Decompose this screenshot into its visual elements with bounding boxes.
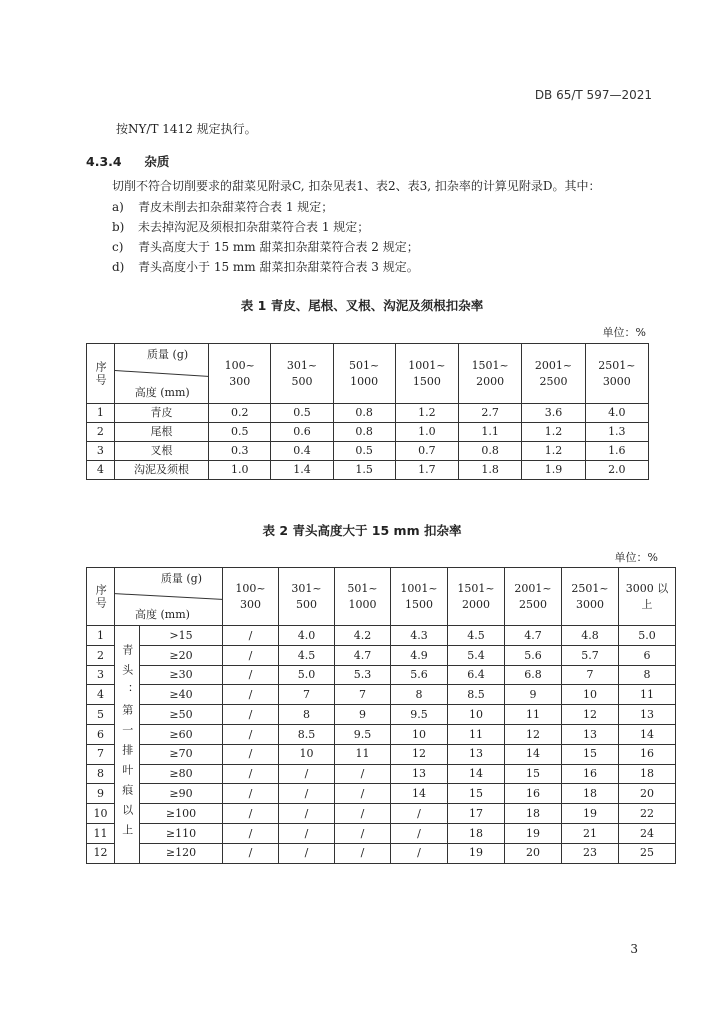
table-cell: 7 xyxy=(335,685,391,705)
mass-header: 质量 (g) xyxy=(147,348,189,361)
table-cell: 22 xyxy=(619,804,676,824)
table-cell: 18 xyxy=(448,823,505,843)
table-row xyxy=(87,784,676,804)
table2-col-header: 1001~ 1500 xyxy=(391,568,448,626)
table-cell: 15 xyxy=(505,764,562,784)
row-height: ≥80 xyxy=(140,764,223,784)
table-cell: 16 xyxy=(619,744,676,764)
table1-col-header: 501~ 1000 xyxy=(333,344,395,404)
table-cell: 10 xyxy=(448,705,505,725)
list-text: 青头高度小于 15 mm 甜菜扣杂甜菜符合表 3 规定。 xyxy=(138,260,419,274)
table-cell: / xyxy=(223,645,279,665)
table-cell: 18 xyxy=(562,784,619,804)
table-cell: 4.5 xyxy=(279,645,335,665)
table-cell: 0.5 xyxy=(209,423,271,442)
row-height: ≥40 xyxy=(140,685,223,705)
mass-header: 质量 (g) xyxy=(160,572,202,585)
table-cell: / xyxy=(223,804,279,824)
table-cell: 4.9 xyxy=(391,645,448,665)
table-cell: 1.5 xyxy=(333,461,395,480)
row-seq: 4 xyxy=(87,685,115,705)
row-label: 沟泥及须根 xyxy=(114,461,208,480)
section-title: 杂质 xyxy=(144,154,170,169)
table-cell: 8 xyxy=(619,665,676,685)
table-cell: 1.6 xyxy=(585,442,648,461)
table-cell: 5.6 xyxy=(505,645,562,665)
row-seq: 8 xyxy=(87,764,115,784)
table-cell: 13 xyxy=(619,705,676,725)
row-height: ≥60 xyxy=(140,724,223,744)
table-cell: 10 xyxy=(279,744,335,764)
table-cell: / xyxy=(223,724,279,744)
side-label: 青头：第一排叶痕以上 xyxy=(115,626,140,864)
table1-col-header: 301~ 500 xyxy=(271,344,333,404)
table-row xyxy=(87,744,676,764)
table-cell: 13 xyxy=(562,724,619,744)
row-seq: 3 xyxy=(87,442,115,461)
row-label: 叉根 xyxy=(114,442,208,461)
table-cell: / xyxy=(223,685,279,705)
table1-seq-header: 序号 xyxy=(87,344,115,404)
table-cell: 7 xyxy=(279,685,335,705)
table-cell: / xyxy=(279,784,335,804)
table-cell: / xyxy=(223,784,279,804)
table-cell: 0.8 xyxy=(459,442,522,461)
table-cell: / xyxy=(223,843,279,863)
table-cell: / xyxy=(335,764,391,784)
table2-col-header: 100~ 300 xyxy=(223,568,279,626)
table1 xyxy=(86,343,649,480)
table2-seq-header: 序号 xyxy=(87,568,115,626)
table-cell: 3.6 xyxy=(522,404,585,423)
table-cell: 7 xyxy=(562,665,619,685)
table1-unit: 单位：% xyxy=(602,326,646,339)
row-seq: 10 xyxy=(87,804,115,824)
table-row xyxy=(87,724,676,744)
table-cell: 0.6 xyxy=(271,423,333,442)
table-cell: 8 xyxy=(279,705,335,725)
table-cell: 19 xyxy=(448,843,505,863)
table-cell: / xyxy=(223,823,279,843)
row-seq: 12 xyxy=(87,843,115,863)
table-cell: 24 xyxy=(619,823,676,843)
table-cell: 0.4 xyxy=(271,442,333,461)
table-cell: / xyxy=(335,784,391,804)
table-cell: / xyxy=(223,764,279,784)
table2-caption: 表 2 青头高度大于 15 mm 扣杂率 xyxy=(262,523,462,538)
table-cell: 14 xyxy=(619,724,676,744)
table-cell: 20 xyxy=(505,843,562,863)
table-cell: / xyxy=(223,665,279,685)
intro-line: 按NY/T 1412 规定执行。 xyxy=(116,122,257,136)
row-seq: 1 xyxy=(87,404,115,423)
body-paragraph: 切削不符合切削要求的甜菜见附录C, 扣杂见表1、表2、表3, 扣杂率的计算见附录D。其中： xyxy=(112,179,601,193)
table1-col-header: 1001~ 1500 xyxy=(395,344,458,404)
table-cell: 0.8 xyxy=(333,404,395,423)
table-cell: / xyxy=(279,764,335,784)
row-seq: 2 xyxy=(87,423,115,442)
table-cell: 6 xyxy=(619,645,676,665)
table-cell: / xyxy=(335,804,391,824)
table1-col-header: 2001~ 2500 xyxy=(522,344,585,404)
table-cell: / xyxy=(391,804,448,824)
table1-col-header: 1501~ 2000 xyxy=(459,344,522,404)
row-height: ≥120 xyxy=(140,843,223,863)
table-cell: / xyxy=(335,843,391,863)
table2-col-header: 1501~ 2000 xyxy=(448,568,505,626)
table-row xyxy=(87,423,649,442)
table2-col-header: 501~ 1000 xyxy=(335,568,391,626)
table-cell: / xyxy=(335,823,391,843)
table-cell: 1.7 xyxy=(395,461,458,480)
table-cell: 0.3 xyxy=(209,442,271,461)
row-seq: 2 xyxy=(87,645,115,665)
table-cell: 4.0 xyxy=(585,404,648,423)
list-marker: c) xyxy=(112,240,124,254)
table-cell: 1.1 xyxy=(459,423,522,442)
table-cell: 1.8 xyxy=(459,461,522,480)
table-row xyxy=(87,626,676,646)
table-cell: 18 xyxy=(505,804,562,824)
table-row xyxy=(87,404,649,423)
table1-diagonal-header xyxy=(114,344,208,404)
table1-col-header: 2501~ 3000 xyxy=(585,344,648,404)
table-cell: 1.4 xyxy=(271,461,333,480)
table-cell: / xyxy=(223,744,279,764)
table-row xyxy=(87,685,676,705)
table-row xyxy=(87,645,676,665)
list-text: 未去掉沟泥及须根扣杂甜菜符合表 1 规定； xyxy=(138,220,370,234)
row-height: >15 xyxy=(140,626,223,646)
table-cell: 18 xyxy=(619,764,676,784)
row-seq: 6 xyxy=(87,724,115,744)
table-cell: 19 xyxy=(562,804,619,824)
table2-col-header: 2501~ 3000 xyxy=(562,568,619,626)
table-cell: 15 xyxy=(448,784,505,804)
table-cell: 4.5 xyxy=(448,626,505,646)
table-cell: 4.8 xyxy=(562,626,619,646)
table-cell: 9 xyxy=(335,705,391,725)
table-cell: 5.6 xyxy=(391,665,448,685)
table-cell: 21 xyxy=(562,823,619,843)
table-cell: 15 xyxy=(562,744,619,764)
table-cell: 17 xyxy=(448,804,505,824)
table-cell: 11 xyxy=(335,744,391,764)
row-seq: 9 xyxy=(87,784,115,804)
section-number: 4.3.4 xyxy=(86,154,122,169)
table-cell: 1.3 xyxy=(585,423,648,442)
table-cell: 5.4 xyxy=(448,645,505,665)
table-cell: 13 xyxy=(391,764,448,784)
table-cell: 14 xyxy=(448,764,505,784)
table-cell: 12 xyxy=(391,744,448,764)
table-cell: 0.5 xyxy=(333,442,395,461)
row-height: ≥70 xyxy=(140,744,223,764)
row-seq: 4 xyxy=(87,461,115,480)
table-cell: 16 xyxy=(505,784,562,804)
list-marker: d) xyxy=(112,260,125,274)
table1-caption: 表 1 青皮、尾根、叉根、沟泥及须根扣杂率 xyxy=(240,298,484,313)
table-cell: 1.0 xyxy=(209,461,271,480)
table-cell: 12 xyxy=(562,705,619,725)
row-height: ≥30 xyxy=(140,665,223,685)
table-cell: 0.8 xyxy=(333,423,395,442)
table-cell: 14 xyxy=(391,784,448,804)
row-seq: 3 xyxy=(87,665,115,685)
row-label: 尾根 xyxy=(114,423,208,442)
page-number: 3 xyxy=(630,942,638,956)
table2-col-header: 2001~ 2500 xyxy=(505,568,562,626)
document-code: DB 65/T 597—2021 xyxy=(534,88,652,102)
table-cell: 5.0 xyxy=(619,626,676,646)
table-cell: 9 xyxy=(505,685,562,705)
table-cell: 11 xyxy=(448,724,505,744)
table2-col-header: 301~ 500 xyxy=(279,568,335,626)
table-row xyxy=(87,665,676,685)
table-cell: 10 xyxy=(562,685,619,705)
table-cell: 14 xyxy=(505,744,562,764)
table2 xyxy=(86,567,676,864)
table-cell: 2.0 xyxy=(585,461,648,480)
table-row xyxy=(87,843,676,863)
table-cell: 9.5 xyxy=(391,705,448,725)
section-heading xyxy=(86,152,169,170)
table-cell: 6.4 xyxy=(448,665,505,685)
table-cell: 1.2 xyxy=(395,404,458,423)
height-header: 高度 (mm) xyxy=(134,385,190,399)
list-text: 青头高度大于 15 mm 甜菜扣杂甜菜符合表 2 规定； xyxy=(138,240,419,254)
table-cell: 1.0 xyxy=(395,423,458,442)
table-cell: 11 xyxy=(619,685,676,705)
table-cell: 4.3 xyxy=(391,626,448,646)
table-row xyxy=(87,461,649,480)
table-cell: 2.7 xyxy=(459,404,522,423)
list-marker: b) xyxy=(112,220,125,234)
table-row xyxy=(87,764,676,784)
row-label: 青皮 xyxy=(114,404,208,423)
table-cell: 20 xyxy=(619,784,676,804)
table-cell: 4.7 xyxy=(505,626,562,646)
table-cell: 13 xyxy=(448,744,505,764)
row-height: ≥90 xyxy=(140,784,223,804)
table-cell: 4.7 xyxy=(335,645,391,665)
table-cell: 0.7 xyxy=(395,442,458,461)
height-header: 高度 (mm) xyxy=(135,607,190,621)
table-cell: 10 xyxy=(391,724,448,744)
table-cell: 5.0 xyxy=(279,665,335,685)
list-item xyxy=(112,198,333,215)
row-seq: 1 xyxy=(87,626,115,646)
table-cell: / xyxy=(279,804,335,824)
table-cell: 5.7 xyxy=(562,645,619,665)
table-cell: / xyxy=(391,823,448,843)
table-cell: 11 xyxy=(505,705,562,725)
table-cell: 8 xyxy=(391,685,448,705)
table-cell: 1.2 xyxy=(522,423,585,442)
list-text: 青皮未削去扣杂甜菜符合表 1 规定； xyxy=(138,200,334,214)
table-cell: 4.2 xyxy=(335,626,391,646)
table-row xyxy=(87,823,676,843)
table-cell: 5.3 xyxy=(335,665,391,685)
table-cell: 4.0 xyxy=(279,626,335,646)
table-cell: / xyxy=(279,843,335,863)
row-seq: 11 xyxy=(87,823,115,843)
row-seq: 5 xyxy=(87,705,115,725)
table-cell: 0.5 xyxy=(271,404,333,423)
table-cell: 25 xyxy=(619,843,676,863)
table2-col-header: 3000 以 上 xyxy=(619,568,676,626)
table-cell: / xyxy=(223,705,279,725)
table-cell: 1.2 xyxy=(522,442,585,461)
table2-diagonal-header xyxy=(115,568,223,626)
row-seq: 7 xyxy=(87,744,115,764)
table-cell: 8.5 xyxy=(279,724,335,744)
list-item xyxy=(112,238,419,255)
table-cell: 0.2 xyxy=(209,404,271,423)
table-row xyxy=(87,804,676,824)
table-cell: / xyxy=(391,843,448,863)
list-item xyxy=(112,218,369,235)
table-cell: / xyxy=(279,823,335,843)
table-cell: 23 xyxy=(562,843,619,863)
table-cell: 16 xyxy=(562,764,619,784)
row-height: ≥110 xyxy=(140,823,223,843)
list-item xyxy=(112,258,419,275)
table-cell: 8.5 xyxy=(448,685,505,705)
table-cell: / xyxy=(223,626,279,646)
table-cell: 1.9 xyxy=(522,461,585,480)
row-height: ≥20 xyxy=(140,645,223,665)
table1-col-header: 100~ 300 xyxy=(209,344,271,404)
table-cell: 19 xyxy=(505,823,562,843)
table2-unit: 单位：% xyxy=(614,551,658,564)
row-height: ≥100 xyxy=(140,804,223,824)
table-cell: 9.5 xyxy=(335,724,391,744)
table-row xyxy=(87,442,649,461)
table-row xyxy=(87,705,676,725)
list-marker: a) xyxy=(112,200,124,214)
table-cell: 12 xyxy=(505,724,562,744)
row-height: ≥50 xyxy=(140,705,223,725)
table-cell: 6.8 xyxy=(505,665,562,685)
